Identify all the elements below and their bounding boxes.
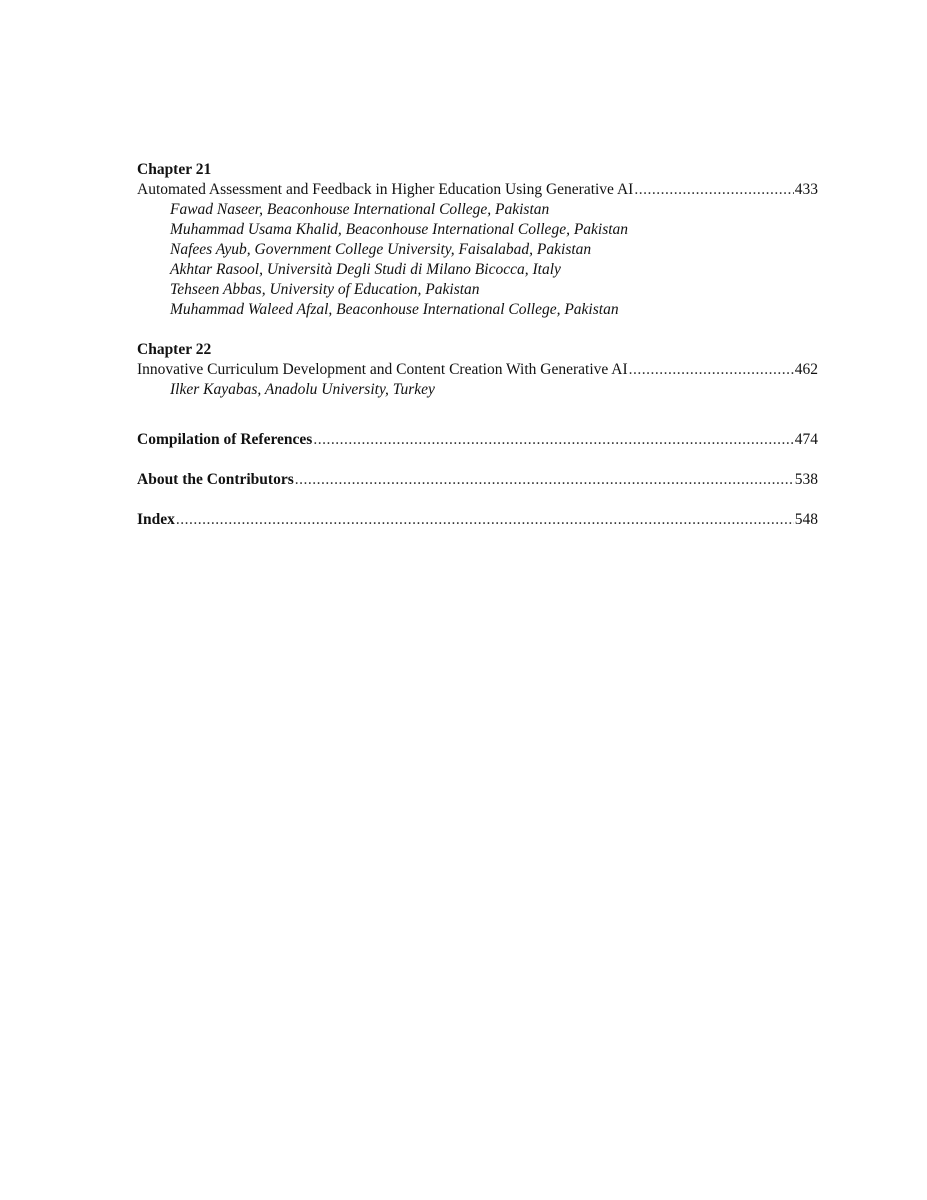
chapter-label: Chapter 21 [137, 161, 212, 178]
author-list [137, 200, 818, 320]
chapter-title: Innovative Curriculum Development and Content Creation With Generative AI [137, 361, 628, 378]
back-matter-item-index[interactable] [137, 510, 818, 530]
author-line: Ilker Kayabas, Anadolu University, Turkey [170, 381, 435, 398]
back-matter [137, 430, 818, 530]
author-line: Tehseen Abbas, University of Education, Pakistan [170, 281, 480, 298]
chapter-entry-21 [137, 160, 818, 320]
back-matter-item-references[interactable] [137, 430, 818, 450]
page-number: 433 [794, 181, 818, 198]
back-matter-item-contributors[interactable] [137, 470, 818, 490]
chapter-entry-22 [137, 340, 818, 400]
chapter-label: Chapter 22 [137, 341, 212, 358]
author-line: Fawad Naseer, Beaconhouse International College, Pakistan [170, 201, 550, 218]
back-matter-title: Compilation of References [137, 431, 313, 448]
chapter-title-line[interactable] [137, 180, 818, 200]
dot-leader [629, 360, 794, 380]
table-of-contents [137, 160, 818, 530]
page-number: 538 [794, 471, 818, 488]
dot-leader [634, 180, 793, 200]
author-line: Nafees Ayub, Government College University, Faisalabad, Pakistan [170, 241, 592, 258]
author-line: Akhtar Rasool, Università Degli Studi di Milano Bicocca, Italy [170, 261, 561, 278]
page-number: 548 [794, 511, 818, 528]
page-number: 462 [794, 361, 818, 378]
author-line: Muhammad Usama Khalid, Beaconhouse International College, Pakistan [170, 221, 629, 238]
dot-leader [313, 430, 793, 450]
back-matter-title: Index [137, 511, 175, 528]
page-number: 474 [794, 431, 818, 448]
chapter-title: Automated Assessment and Feedback in Higher Education Using Generative AI [137, 181, 634, 198]
dot-leader [176, 510, 794, 530]
back-matter-title: About the Contributors [137, 471, 294, 488]
author-line: Muhammad Waleed Afzal, Beaconhouse International College, Pakistan [170, 301, 619, 318]
chapter-title-line[interactable] [137, 360, 818, 380]
dot-leader [295, 470, 794, 490]
author-list [137, 380, 818, 400]
